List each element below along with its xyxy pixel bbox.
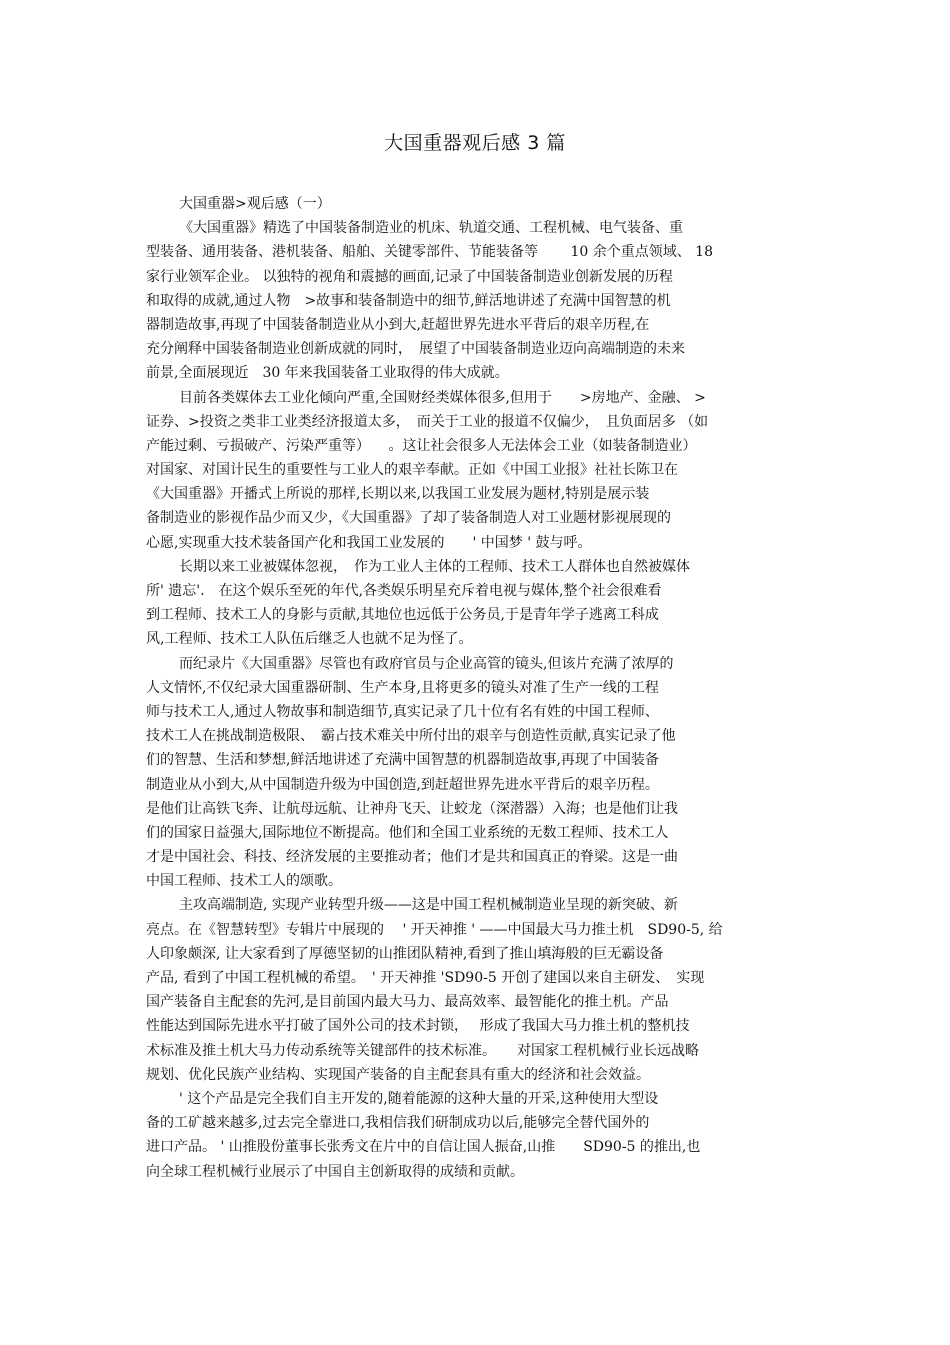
text-line: 充分阐释中国装备制造业创新成就的同时， 展望了中国装备制造业迈向高端制造的未来 xyxy=(146,341,685,358)
text-line: 《大国重器》精选了中国装备制造业的机床、轨道交通、工程机械、电气装备、重 xyxy=(179,220,683,237)
section-heading: 大国重器>观后感（一） xyxy=(179,196,331,212)
text-line: 人文情怀,不仅纪录大国重器研制、生产本身,且将更多的镜头对准了生产一线的工程 xyxy=(146,679,659,696)
text-line: 是他们让高铁飞奔、让航母远航、让神舟飞天、让蛟龙（深潜器）入海；也是他们让我 xyxy=(146,800,678,817)
text-line: 制造业从小到大,从中国制造升级为中国创造,到赶超世界先进水平背后的艰辛历程。 xyxy=(146,776,659,793)
text-line: 备制造业的影视作品少而又少，《大国重器》了却了装备制造人对工业题材影视展现的 xyxy=(146,510,671,527)
text-line: 规划、优化民族产业结构、实现国产装备的自主配套具有重大的经济和社会效益。 xyxy=(146,1066,650,1083)
text-line: 和取得的成就,通过人物 >故事和装备制造中的细节,鲜活地讲述了充满中国智慧的机 xyxy=(146,292,671,309)
text-line: 国产装备自主配套的先河,是目前国内最大马力、最高效率、最智能化的推土机。产品 xyxy=(146,994,669,1011)
text-line: 产品, 看到了中国工程机械的希望。 ' 开天神推 'SD90-5 开创了建国以来自主研发、 实现 xyxy=(146,970,705,986)
text-line: 型装备、通用装备、港机装备、船舶、关键零部件、节能装备等 10 余个重点领域、 18 xyxy=(146,244,713,261)
text-line: 进口产品。 ' 山推股份董事长张秀文在片中的自信让国人振奋,山推 SD90-5 的推出,也 xyxy=(146,1139,701,1156)
text-line: 前景,全面展现近 30 年来我国装备工业取得的伟大成就。 xyxy=(146,365,509,382)
document-title: 大国重器观后感 3 篇 xyxy=(384,132,566,154)
text-line: 备的工矿越来越多,过去完全靠进口,我相信我们研制成功以后,能够完全替代国外的 xyxy=(146,1115,650,1132)
text-line: 到工程师、技术工人的身影与贡献,其地位也远低于公务员,于是青年学子逃离工科成 xyxy=(146,607,659,624)
text-line: 们的智慧、生活和梦想,鲜活地讲述了充满中国智慧的机器制造故事,再现了中国装备 xyxy=(146,752,659,769)
text-line: 产能过剩、亏损破产、污染严重等） 。这让社会很多人无法体会工业（如装备制造业） xyxy=(146,437,697,454)
text-line: 才是中国社会、科技、经济发展的主要推动者；他们才是共和国真正的脊梁。这是一曲 xyxy=(146,849,678,866)
text-line: 中国工程师、技术工人的颂歌。 xyxy=(146,873,342,890)
text-line: 亮点。在《智慧转型》专辑片中展现的 ' 开天神推 ' ——中国最大马力推土机 SD90-5, 给 xyxy=(146,921,723,938)
text-line: 师与技术工人,通过人物故事和制造细节,真实记录了几十位有名有姓的中国工程师、 xyxy=(146,703,659,720)
text-line: 们的国家日益强大,国际地位不断提高。他们和全国工业系统的无数工程师、技术工人 xyxy=(146,824,669,841)
text-line: 术标准及推土机大马力传动系统等关键部件的技术标准。 对国家工程机械行业长远战略 xyxy=(146,1042,699,1059)
text-line: 风,工程师、技术工人队伍后继乏人也就不足为怪了。 xyxy=(146,631,473,648)
text-line: 主攻高端制造, 实现产业转型升级——这是中国工程机械制造业呈现的新突破、新 xyxy=(179,897,678,914)
text-line: 长期以来工业被媒体忽视， 作为工业人主体的工程师、技术工人群体也自然被媒体 xyxy=(179,558,690,575)
text-line: 目前各类媒体去工业化倾向严重,全国财经类媒体很多,但用于 >房地产、金融、 > xyxy=(179,389,706,406)
text-line: 《大国重器》开播式上所说的那样,长期以来,以我国工业发展为题材,特别是展示装 xyxy=(146,486,650,503)
text-line: 向全球工程机械行业展示了中国自主创新取得的成绩和贡献。 xyxy=(146,1163,524,1180)
text-line: 对国家、对国计民生的重要性与工业人的艰辛奉献。正如《中国工业报》社社长陈卫在 xyxy=(146,462,678,479)
text-line: 证券、>投资之类非工业类经济报道太多， 而关于工业的报道不仅偏少， 且负面居多 （如 xyxy=(146,413,709,430)
text-line: 性能达到国际先进水平打破了国外公司的技术封锁， 形成了我国大马力推土机的整机技 xyxy=(146,1018,690,1035)
text-line: 技术工人在挑战制造极限、 霸占技术难关中所付出的艰辛与创造性贡献,真实记录了他 xyxy=(146,728,676,745)
text-line: 所' 遗忘'. 在这个娱乐至死的年代,各类娱乐明星充斥着电视与媒体,整个社会很难看 xyxy=(146,583,662,599)
text-line: ' 这个产品是完全我们自主开发的,随着能源的这种大量的开采,这种使用大型设 xyxy=(179,1090,659,1107)
text-line: 人印象颇深, 让大家看到了厚德坚韧的山推团队精神,看到了推山填海般的巨无霸设备 xyxy=(146,945,664,962)
text-line: 器制造故事,再现了中国装备制造业从小到大,赶超世界先进水平背后的艰辛历程,在 xyxy=(146,316,650,333)
text-line: 家行业领军企业。 以独特的视角和震撼的画面,记录了中国装备制造业创新发展的历程 xyxy=(146,268,673,285)
text-line: 心愿,实现重大技术装备国产化和我国工业发展的 ' 中国梦 ' 鼓与呼。 xyxy=(146,534,592,551)
document-body xyxy=(146,192,826,1184)
text-line: 而纪录片《大国重器》尽管也有政府官员与企业高管的镜头,但该片充满了浓厚的 xyxy=(179,655,674,672)
